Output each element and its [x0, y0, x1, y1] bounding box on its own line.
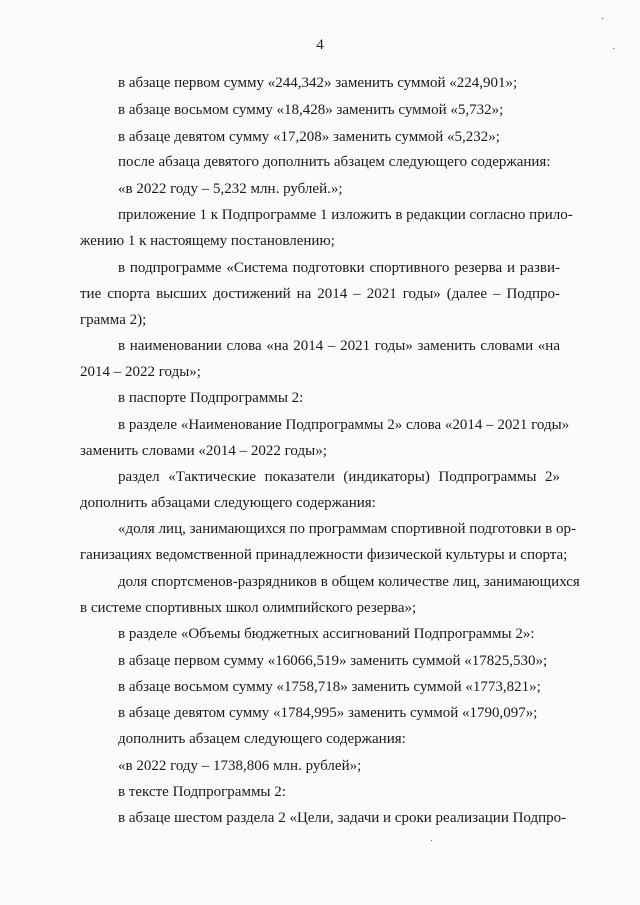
text-line: доля спортсменов-разрядников в общем количестве лиц, занимающихся — [118, 574, 580, 590]
text-line: жению 1 к настоящему постановлению; — [80, 233, 335, 249]
text-line: заменить словами «2014 – 2022 годы»; — [80, 443, 327, 459]
text-line: в абзаце первом сумму «244,342» заменить суммой «224,901»; — [118, 75, 518, 91]
text-line: приложение 1 к Подпрограмме 1 изложить в редакции согласно прило- — [118, 207, 573, 223]
text-line: 2014 – 2022 годы»; — [80, 364, 201, 380]
text-line: дополнить абзацем следующего содержания: — [118, 731, 406, 747]
text-line: в тексте Подпрограммы 2: — [118, 784, 286, 800]
text-line: в разделе «Объемы бюджетных ассигнований Подпрограммы 2»: — [118, 626, 535, 642]
scan-speck: · — [430, 836, 434, 847]
text-line: ганизациях ведомственной принадлежности физической культуры и спорта; — [80, 547, 568, 563]
text-line: в подпрограмме «Система подготовки спортивного резерва и разви- — [118, 260, 560, 276]
text-line: раздел «Тактические показатели (индикаторы) Подпрограммы 2» — [118, 469, 560, 485]
text-line: грамма 2); — [80, 312, 147, 328]
page-number: 4 — [316, 37, 324, 53]
text-line: дополнить абзацами следующего содержания: — [80, 495, 376, 511]
text-line: в абзаце восьмом сумму «1758,718» заменить суммой «1773,821»; — [118, 679, 541, 695]
text-line: в абзаце девятом сумму «1784,995» заменить суммой «1790,097»; — [118, 705, 538, 721]
text-line: «доля лиц, занимающихся по программам спортивной подготовки в ор- — [118, 521, 576, 537]
text-line: в наименовании слова «на 2014 – 2021 годы» заменить словами «на — [118, 338, 560, 354]
text-line: в абзаце первом сумму «16066,519» заменить суммой «17825,530»; — [118, 653, 548, 669]
text-line: в паспорте Подпрограммы 2: — [118, 390, 304, 406]
text-line: «в 2022 году – 5,232 млн. рублей.»; — [118, 181, 343, 197]
text-line: в системе спортивных школ олимпийского резерва»; — [80, 600, 417, 616]
text-line: в абзаце восьмом сумму «18,428» заменить суммой «5,732»; — [118, 102, 504, 118]
scan-speck: · — [601, 14, 605, 25]
text-line: в абзаце девятом сумму «17,208» заменить суммой «5,232»; — [118, 129, 500, 145]
text-line: после абзаца девятого дополнить абзацем следующего содержания: — [118, 154, 551, 170]
text-line: в абзаце шестом раздела 2 «Цели, задачи и сроки реализации Подпро- — [118, 810, 567, 826]
text-line: тие спорта высших достижений на 2014 – 2021 годы» (далее – Подпро- — [80, 286, 560, 302]
text-line: «в 2022 году – 1738,806 млн. рублей»; — [118, 758, 362, 774]
text-line: в разделе «Наименование Подпрограммы 2» слова «2014 – 2021 годы» — [118, 417, 570, 433]
scan-speck: · — [612, 44, 616, 55]
